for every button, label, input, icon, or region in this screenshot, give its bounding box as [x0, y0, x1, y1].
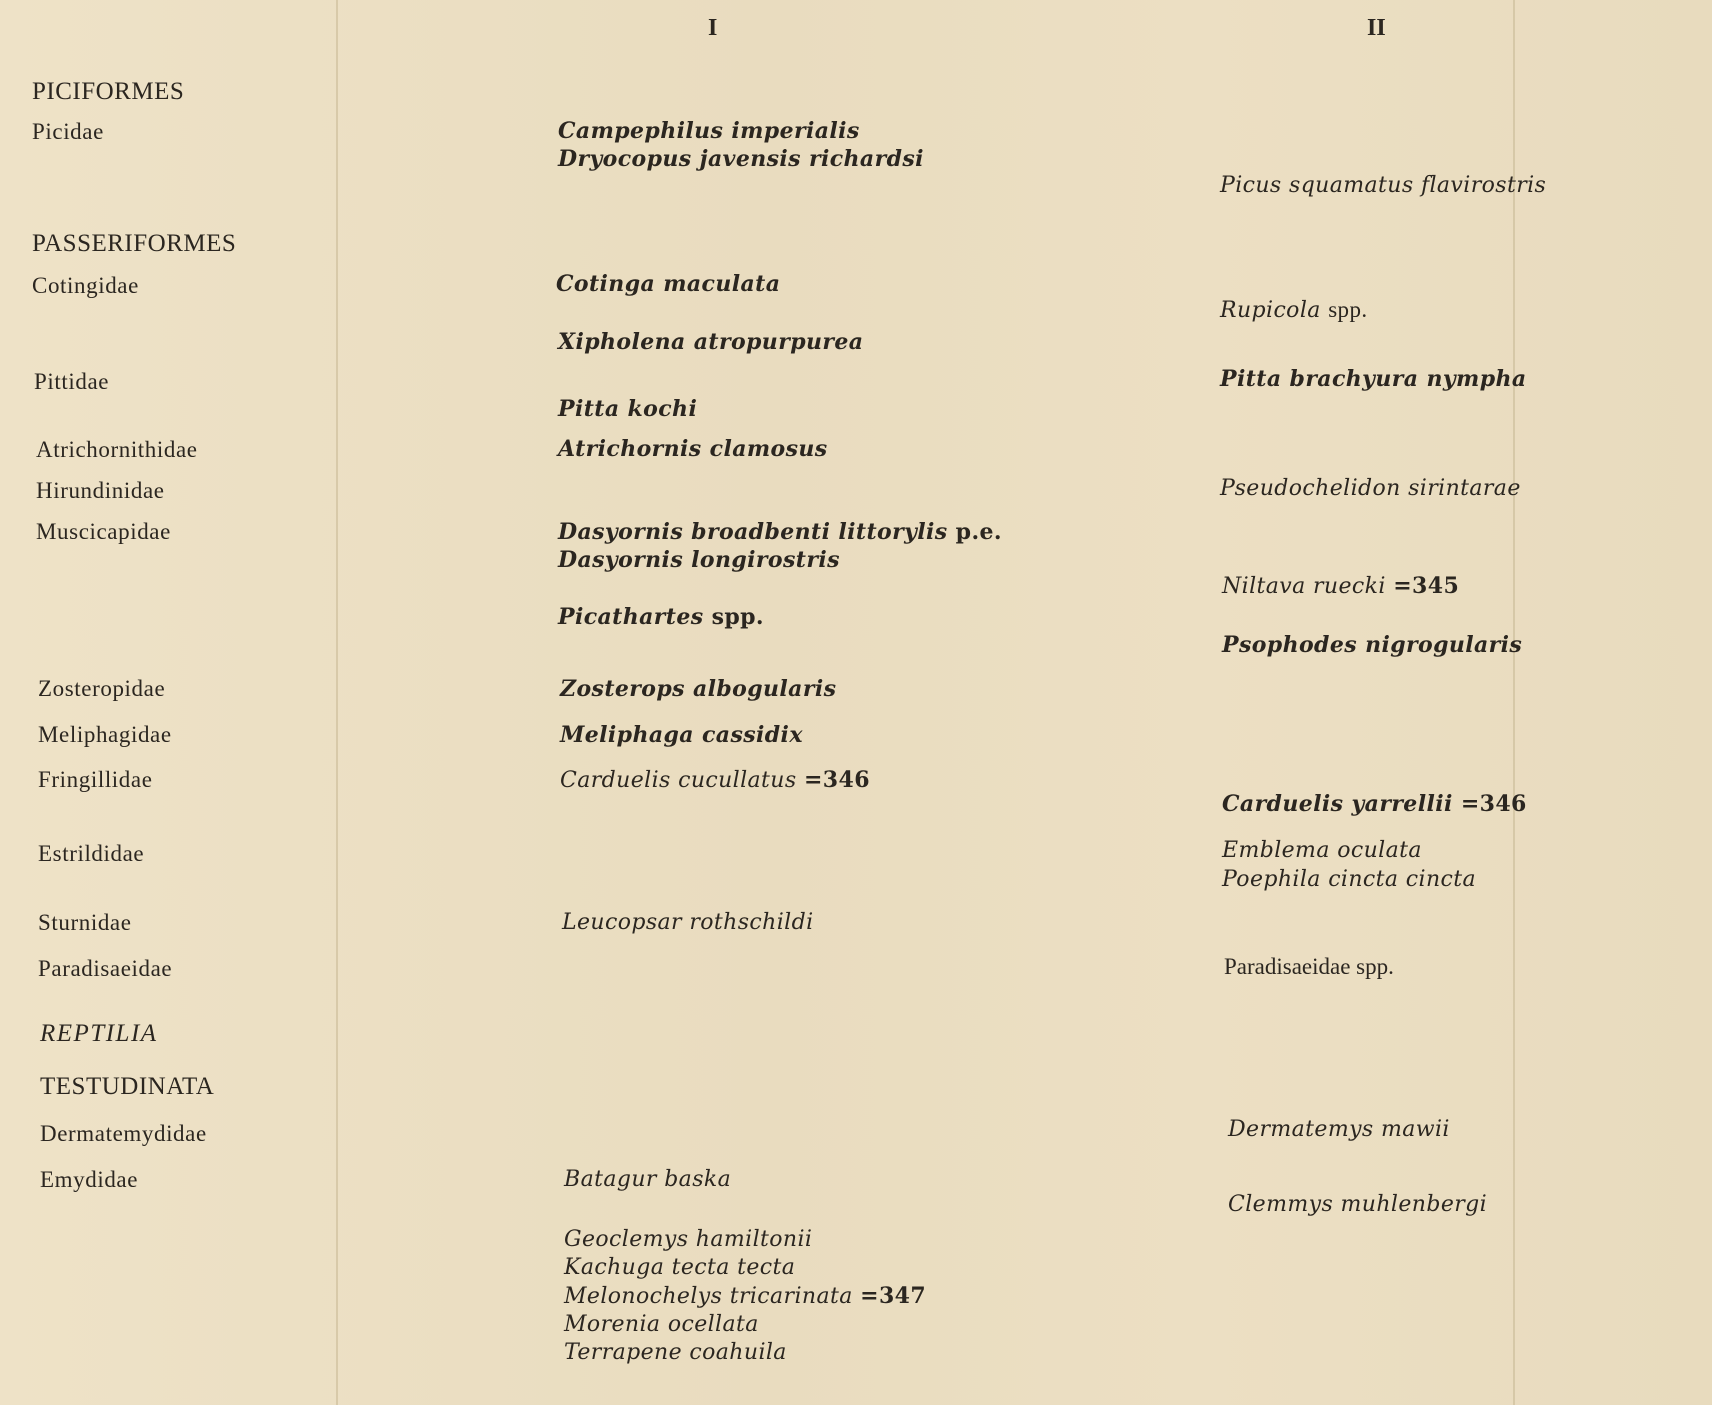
- species-picathartes-spp: [558, 603, 764, 631]
- species-geoclemys-hamiltonii: Geoclemys hamiltonii: [564, 1227, 813, 1252]
- species-dasyornis-broadbenti: [558, 518, 1002, 546]
- family-pittidae: Pittidae: [34, 369, 110, 394]
- species-note: =347: [860, 1283, 927, 1309]
- family-fringillidae: Fringillidae: [38, 767, 153, 792]
- family-cotingidae: Cotingidae: [32, 273, 139, 298]
- species-dermatemys-mawii: Dermatemys mawii: [1228, 1117, 1450, 1142]
- species-niltava-ruecki: [1222, 572, 1459, 601]
- species-picus-squamatus-flavirostris: Picus squamatus flavirostris: [1220, 173, 1547, 198]
- column-header-i: I: [708, 15, 718, 41]
- species-note: spp.: [1328, 297, 1368, 322]
- species-note: =346: [1460, 791, 1527, 817]
- species-rupicola-spp: [1220, 296, 1368, 325]
- species-note: =345: [1393, 573, 1460, 599]
- species-meliphaga-cassidix: Meliphaga cassidix: [560, 722, 803, 748]
- family-meliphagidae: Meliphagidae: [38, 722, 172, 747]
- family-hirundinidae: Hirundinidae: [36, 478, 165, 503]
- column-header-ii: II: [1367, 15, 1386, 41]
- order-piciformes: PICIFORMES: [32, 78, 185, 105]
- species-name: Niltava ruecki: [1222, 574, 1386, 599]
- species-name: Picathartes: [558, 604, 704, 630]
- family-zosteropidae: Zosteropidae: [38, 676, 166, 701]
- species-emblema-oculata: Emblema oculata: [1222, 838, 1422, 863]
- species-atrichornis-clamosus: Atrichornis clamosus: [558, 436, 828, 462]
- species-name: Melonochelys tricarinata: [564, 1284, 853, 1309]
- order-passeriformes: PASSERIFORMES: [32, 230, 237, 257]
- species-poephila-cincta-cincta: Poephila cincta cincta: [1222, 867, 1477, 892]
- family-paradisaeidae: Paradisaeidae: [38, 956, 173, 981]
- species-note: p.e.: [955, 519, 1002, 545]
- species-zosterops-albogularis: Zosterops albogularis: [560, 676, 837, 702]
- species-morenia-ocellata: Morenia ocellata: [564, 1312, 759, 1337]
- species-note: =346: [803, 767, 870, 793]
- species-terrapene-coahuila: Terrapene coahuila: [564, 1340, 787, 1365]
- species-name: Rupicola: [1220, 298, 1321, 323]
- species-carduelis-cucullatus: [560, 766, 870, 795]
- page-fold-line: [336, 0, 338, 1405]
- species-pitta-brachyura-nympha: Pitta brachyura nympha: [1220, 366, 1527, 392]
- family-sturnidae: Sturnidae: [38, 910, 132, 935]
- species-carduelis-yarrellii: [1222, 790, 1527, 818]
- page-fold-line: [1513, 0, 1515, 1405]
- family-dermatemydidae: Dermatemydidae: [40, 1121, 207, 1146]
- species-campephilus-imperialis: Campephilus imperialis: [558, 118, 860, 144]
- species-pitta-kochi: Pitta kochi: [558, 396, 698, 422]
- species-xipholena-atropurpurea: Xipholena atropurpurea: [558, 329, 864, 355]
- species-name: Carduelis yarrellii: [1222, 791, 1453, 817]
- class-reptilia: REPTILIA: [40, 1020, 158, 1047]
- species-psophodes-nigrogularis: Psophodes nigrogularis: [1222, 632, 1523, 658]
- species-batagur-baska: Batagur baska: [564, 1167, 732, 1192]
- order-testudinata: TESTUDINATA: [40, 1073, 215, 1100]
- species-cotinga-maculata: Cotinga maculata: [556, 271, 781, 297]
- species-clemmys-muhlenbergi: Clemmys muhlenbergi: [1228, 1192, 1488, 1217]
- species-leucopsar-rothschildi: Leucopsar rothschildi: [562, 910, 814, 935]
- species-name: Dasyornis broadbenti littorylis: [558, 519, 948, 545]
- species-name: Carduelis cucullatus: [560, 768, 797, 793]
- species-kachuga-tecta-tecta: Kachuga tecta tecta: [564, 1255, 796, 1280]
- family-atrichornithidae: Atrichornithidae: [36, 437, 198, 462]
- species-dryocopus-javensis-richardsi: Dryocopus javensis richardsi: [558, 146, 924, 172]
- family-emydidae: Emydidae: [40, 1167, 139, 1192]
- species-note: spp.: [711, 604, 764, 630]
- species-pseudochelidon-sirintarae: Pseudochelidon sirintarae: [1220, 476, 1521, 501]
- species-dasyornis-longirostris: Dasyornis longirostris: [558, 547, 840, 573]
- species-melanochelys-tricarinata: [564, 1282, 926, 1311]
- family-estrildidae: Estrildidae: [38, 841, 145, 866]
- paradisaeidae-spp: Paradisaeidae spp.: [1224, 954, 1394, 979]
- family-muscicapidae: Muscicapidae: [36, 519, 171, 544]
- family-picidae: Picidae: [32, 119, 104, 144]
